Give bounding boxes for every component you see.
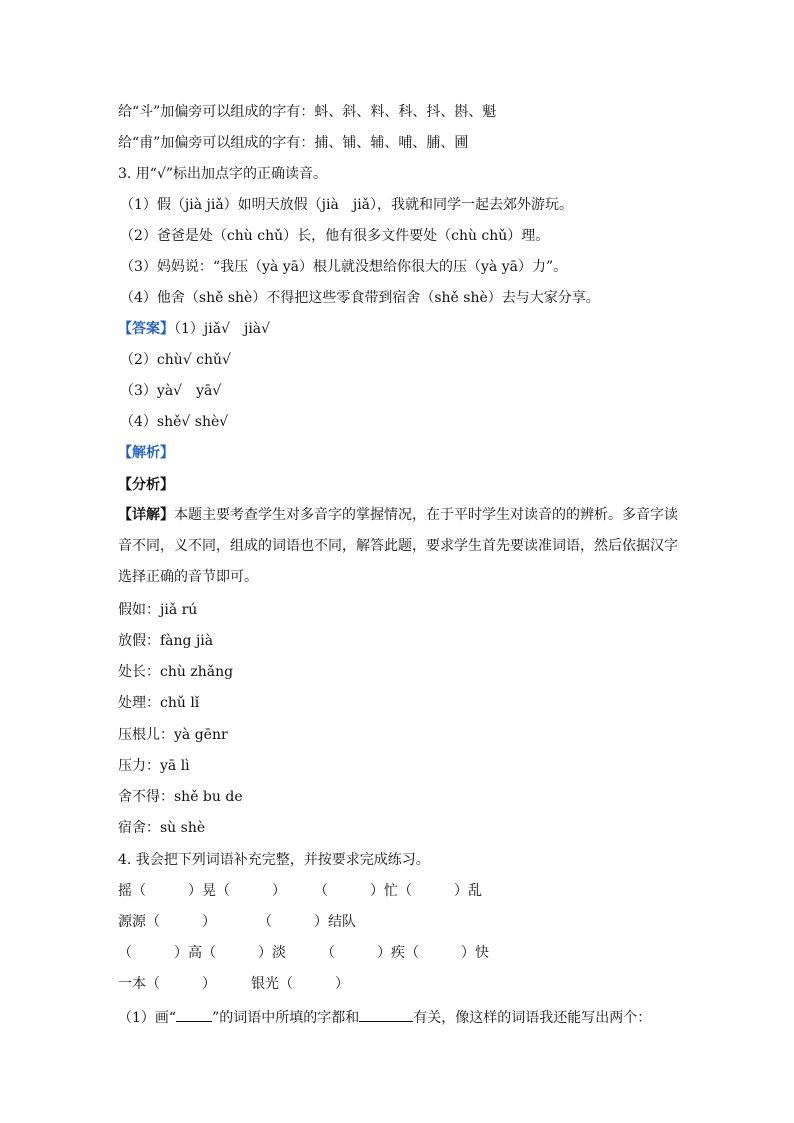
word-pinyin: 处长：chù zhǎng: [118, 664, 234, 680]
word-pinyin: 假如：jiǎ rú: [118, 602, 198, 618]
question-4-row-1: 摇（ ）晃（ ） （ ）忙（ ）乱: [118, 883, 482, 899]
word-pinyin: 压力：yā lì: [118, 758, 190, 774]
answer-line: [118, 320, 270, 338]
detail-tag: 【详解】: [118, 507, 174, 523]
text-line: 给“斗”加偏旁可以组成的字有：蚪、斜、料、科、抖、斟、魁: [118, 104, 497, 120]
question-4-row-3: （ ）高（ ）淡 （ ）疾（ ）快: [118, 945, 489, 961]
word-pinyin: 宿舍：sù shè: [118, 820, 206, 836]
answer-item: （4）shě√ shè√: [120, 414, 229, 430]
word-pinyin: 舍不得：shě bu de: [118, 789, 243, 805]
question-4-row-2: 源源（ ） （ ）结队: [118, 914, 356, 930]
text-line: 给“甫”加偏旁可以组成的字有：捕、铺、辅、哺、脯、圃: [118, 135, 469, 151]
question-4-title: 4. 我会把下列词语补充完整，并按要求完成练习。: [118, 852, 430, 868]
blank-line: [359, 1007, 413, 1022]
answer-item: （2）chù√ chǔ√: [120, 352, 231, 368]
question-4-sub-1: [118, 1007, 651, 1027]
question-3-item-1: （1）假（jià jiǎ）如明天放假（jià jiǎ），我就和同学一起去郊外游玩。: [120, 197, 574, 213]
answer-tag: 【答案】: [118, 321, 174, 337]
sub-1-text-b: ”的词语中所填的字都和: [212, 1010, 360, 1026]
fenxi-tag: 【分析】: [118, 477, 174, 493]
sub-1-text-a: （1）画“: [118, 1010, 177, 1026]
blank-line: [176, 1007, 212, 1022]
question-3-item-2: （2）爸爸是处（chù chǔ）长，他有很多文件要处（chù chǔ）理。: [120, 228, 550, 244]
question-3-title: 3. 用“√”标出加点字的正确读音。: [118, 166, 328, 182]
answer-item: （3）yà√ yā√: [120, 383, 222, 399]
word-pinyin: 压根儿：yà gēnr: [118, 727, 228, 743]
detail-paragraph: [118, 500, 678, 593]
question-4-row-4: 一本（ ） 银光（ ）: [118, 976, 349, 992]
word-pinyin: 放假：fàng jià: [118, 633, 214, 649]
sub-1-text-c: 有关，像这样的词语我还能写出两个：: [413, 1010, 652, 1026]
answer-text: （1）jiǎ√ jià√: [174, 321, 271, 337]
question-3-item-3: （3）妈妈说：“我压（yà yā）根儿就没想给你很大的压（yà yā）力”。: [120, 259, 568, 275]
question-3-item-4: （4）他舍（shě shè）不得把这些零食带到宿舍（shě shè）去与大家分享。: [120, 290, 600, 306]
detail-text: 本题主要考查学生对多音字的掌握情况，在于平时学生对读音的的辨析。多音字读音不同，义不同，组成的词语也不同，解答此题，要求学生首先要读准词语，然后依据汉字选择正确的音节即可。: [118, 507, 678, 585]
word-pinyin: 处理：chǔ lǐ: [118, 695, 200, 711]
analysis-tag: 【解析】: [118, 445, 174, 461]
